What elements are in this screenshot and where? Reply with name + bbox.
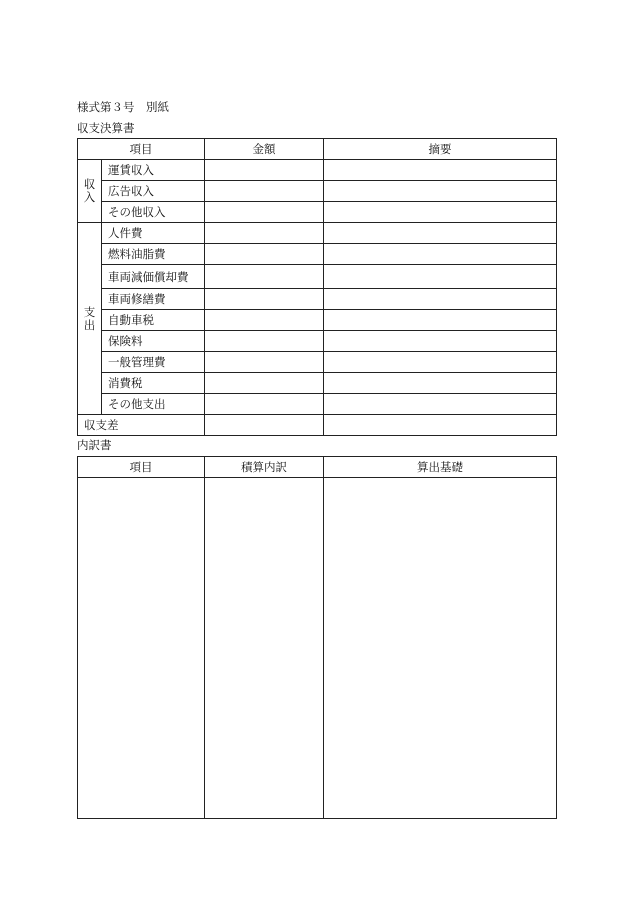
table-row <box>78 394 557 415</box>
amount-cell[interactable] <box>205 394 324 415</box>
item-cell[interactable] <box>78 478 205 819</box>
amount-cell[interactable] <box>205 244 324 265</box>
expense-label: 支 出 <box>78 223 102 415</box>
summary-cell[interactable] <box>324 160 557 181</box>
amount-cell[interactable] <box>205 310 324 331</box>
summary-cell[interactable] <box>324 352 557 373</box>
amount-cell[interactable] <box>205 331 324 352</box>
summary-cell[interactable] <box>324 223 557 244</box>
basis-cell[interactable] <box>324 478 557 819</box>
amount-cell[interactable] <box>205 289 324 310</box>
header-amount: 金額 <box>205 139 324 160</box>
header-item: 項目 <box>78 457 205 478</box>
form-title: 様式第３号 別紙 <box>77 100 169 114</box>
summary-cell[interactable] <box>324 415 557 436</box>
summary-cell[interactable] <box>324 310 557 331</box>
summary-cell[interactable] <box>324 331 557 352</box>
row-label: 車両減価償却費 <box>102 265 205 289</box>
row-label: 一般管理費 <box>102 352 205 373</box>
settlement-table <box>77 138 557 436</box>
table-row <box>78 160 557 181</box>
row-label: 人件費 <box>102 223 205 244</box>
balance-row <box>78 415 557 436</box>
header-estimate: 積算内訳 <box>205 457 324 478</box>
amount-cell[interactable] <box>205 160 324 181</box>
row-label: 保険料 <box>102 331 205 352</box>
summary-cell[interactable] <box>324 394 557 415</box>
amount-cell[interactable] <box>205 223 324 244</box>
table-row <box>78 181 557 202</box>
summary-cell[interactable] <box>324 265 557 289</box>
table-row <box>78 331 557 352</box>
row-label: 自動車税 <box>102 310 205 331</box>
table-row <box>78 352 557 373</box>
summary-cell[interactable] <box>324 244 557 265</box>
amount-cell[interactable] <box>205 373 324 394</box>
table-row <box>78 310 557 331</box>
table-row <box>78 478 557 819</box>
summary-cell[interactable] <box>324 181 557 202</box>
row-label: 車両修繕費 <box>102 289 205 310</box>
breakdown-table <box>77 456 557 819</box>
summary-cell[interactable] <box>324 202 557 223</box>
table-row <box>78 223 557 244</box>
breakdown-heading: 内訳書 <box>77 438 112 452</box>
table-row <box>78 202 557 223</box>
header-row <box>78 457 557 478</box>
header-item: 項目 <box>78 139 205 160</box>
amount-cell[interactable] <box>205 181 324 202</box>
settlement-heading: 収支決算書 <box>77 121 135 135</box>
summary-cell[interactable] <box>324 289 557 310</box>
income-label: 収 入 <box>78 160 102 223</box>
amount-cell[interactable] <box>205 265 324 289</box>
table-row <box>78 373 557 394</box>
table-row <box>78 265 557 289</box>
header-row <box>78 139 557 160</box>
row-label: 運賃収入 <box>102 160 205 181</box>
row-label: その他収入 <box>102 202 205 223</box>
header-basis: 算出基礎 <box>324 457 557 478</box>
amount-cell[interactable] <box>205 415 324 436</box>
row-label: 広告収入 <box>102 181 205 202</box>
table-row <box>78 244 557 265</box>
row-label: 燃料油脂費 <box>102 244 205 265</box>
header-summary: 摘要 <box>324 139 557 160</box>
balance-label: 収支差 <box>78 415 205 436</box>
amount-cell[interactable] <box>205 352 324 373</box>
table-row <box>78 289 557 310</box>
summary-cell[interactable] <box>324 373 557 394</box>
row-label: 消費税 <box>102 373 205 394</box>
estimate-cell[interactable] <box>205 478 324 819</box>
row-label: その他支出 <box>102 394 205 415</box>
amount-cell[interactable] <box>205 202 324 223</box>
